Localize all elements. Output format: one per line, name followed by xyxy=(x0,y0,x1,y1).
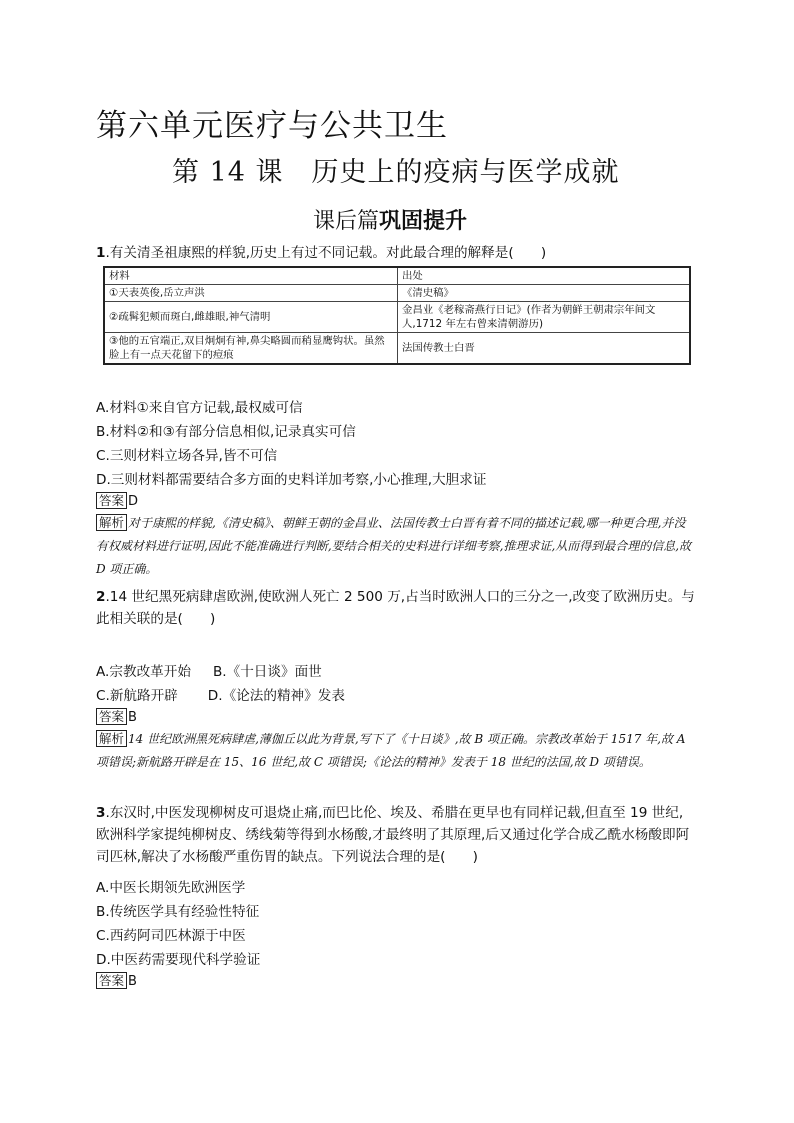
answer-value: B xyxy=(128,710,137,725)
answer-line xyxy=(96,492,138,509)
table-row xyxy=(104,285,690,302)
answer-tag: 答案 xyxy=(96,708,127,725)
table-cell: 金昌业《老稼斋燕行日记》(作者为朝鲜王朝肃宗年间文人,1712 年左右曾来清朝游历) xyxy=(398,302,691,333)
option-row xyxy=(96,660,322,680)
table-cell: 《清史稿》 xyxy=(398,285,691,302)
explanation-text: 14 世纪欧洲黑死病肆虐,薄伽丘以此为背景,写下了《十日谈》,故 B 项正确。宗教改革始于 1517 年,故 A 项错误;新航路开辟是在 15、16 世纪,故 C 项错误;《论法的精神》发表于 18 世纪的法国,故 D 项错误。 xyxy=(96,732,686,769)
section-prefix: 课后篇 xyxy=(313,209,380,234)
question-text: .东汉时,中医发现柳树皮可退烧止痛,而巴比伦、埃及、希腊在更早也有同样记载,但直至 19 世纪,欧洲科学家提纯柳树皮、绣线菊等得到水杨酸,才最终明了其原理,后又通过化学合成乙酰水杨酸即阿司匹林,解决了水杨酸严重伤胃的缺点。下列说法合理的是( ) xyxy=(96,805,690,865)
option-a: A.中医长期领先欧洲医学 xyxy=(96,880,246,896)
question-2-stem xyxy=(96,586,696,630)
explanation xyxy=(96,728,694,774)
lesson-title: 第 14 课 历史上的疫病与医学成就 xyxy=(172,157,620,188)
table-row xyxy=(104,302,690,333)
option-c: C.三则材料立场各异,皆不可信 xyxy=(96,448,278,464)
answer-tag: 答案 xyxy=(96,972,127,989)
table-cell: 法国传教士白晋 xyxy=(398,333,691,365)
option-c: C.西药阿司匹林源于中医 xyxy=(96,928,246,944)
answer-tag: 答案 xyxy=(96,492,127,509)
explanation-text: 对于康熙的样貌,《清史稿》、朝鲜王朝的金昌业、法国传教士白晋有着不同的描述记载,哪一种更合理,并没有权威材料进行证明,因此不能准确进行判断,要结合相关的史料进行详细考察,推理求证,从而得到最合理的信息,故 D 项正确。 xyxy=(96,516,692,576)
question-number: 1 xyxy=(96,245,106,261)
section-title xyxy=(313,204,467,235)
table-header-row xyxy=(104,267,690,285)
answer-line xyxy=(96,708,137,725)
table-cell: ②疏髯犯颊而斑白,雌雄眼,神气清明 xyxy=(104,302,398,333)
table-row xyxy=(104,333,690,365)
table-cell: ①天表英俊,岳立声洪 xyxy=(104,285,398,302)
unit-title: 第六单元医疗与公共卫生 xyxy=(96,108,448,144)
option-d: D.《论法的精神》发表 xyxy=(207,688,345,704)
option-a: A.材料①来自官方记载,最权威可信 xyxy=(96,400,303,416)
answer-value: B xyxy=(128,974,137,989)
source-table xyxy=(103,266,691,365)
option-b: B.《十日谈》面世 xyxy=(212,664,322,680)
table-header-cell: 材料 xyxy=(104,267,398,285)
option-d: D.三则材料都需要结合多方面的史料详加考察,小心推理,大胆求证 xyxy=(96,472,487,488)
option-a: A.宗教改革开始 xyxy=(96,664,191,680)
option-c: C.新航路开辟 xyxy=(96,688,178,704)
explanation xyxy=(96,512,694,581)
option-row xyxy=(96,684,345,704)
section-bold: 巩固提升 xyxy=(379,209,468,234)
question-3-stem xyxy=(96,802,696,868)
question-number: 3 xyxy=(96,805,106,821)
table-header-cell: 出处 xyxy=(398,267,691,285)
explanation-tag: 解析 xyxy=(96,514,127,531)
question-text: .有关清圣祖康熙的样貌,历史上有过不同记载。对此最合理的解释是( ) xyxy=(105,245,547,261)
explanation-tag: 解析 xyxy=(96,730,127,747)
question-number: 2 xyxy=(96,589,106,605)
answer-value: D xyxy=(128,494,139,509)
question-1-stem xyxy=(96,242,696,264)
option-b: B.传统医学具有经验性特征 xyxy=(96,904,260,920)
question-text: .14 世纪黑死病肆虐欧洲,使欧洲人死亡 2 500 万,占当时欧洲人口的三分之一,改变了欧洲历史。与此相关联的是( ) xyxy=(96,589,695,627)
table-cell: ③他的五官端正,双目炯炯有神,鼻尖略圆而稍显鹰钩状。虽然脸上有一点天花留下的痘痕 xyxy=(104,333,398,365)
option-b: B.材料②和③有部分信息相似,记录真实可信 xyxy=(96,424,356,440)
option-d: D.中医药需要现代科学验证 xyxy=(96,952,261,968)
answer-line xyxy=(96,972,137,989)
